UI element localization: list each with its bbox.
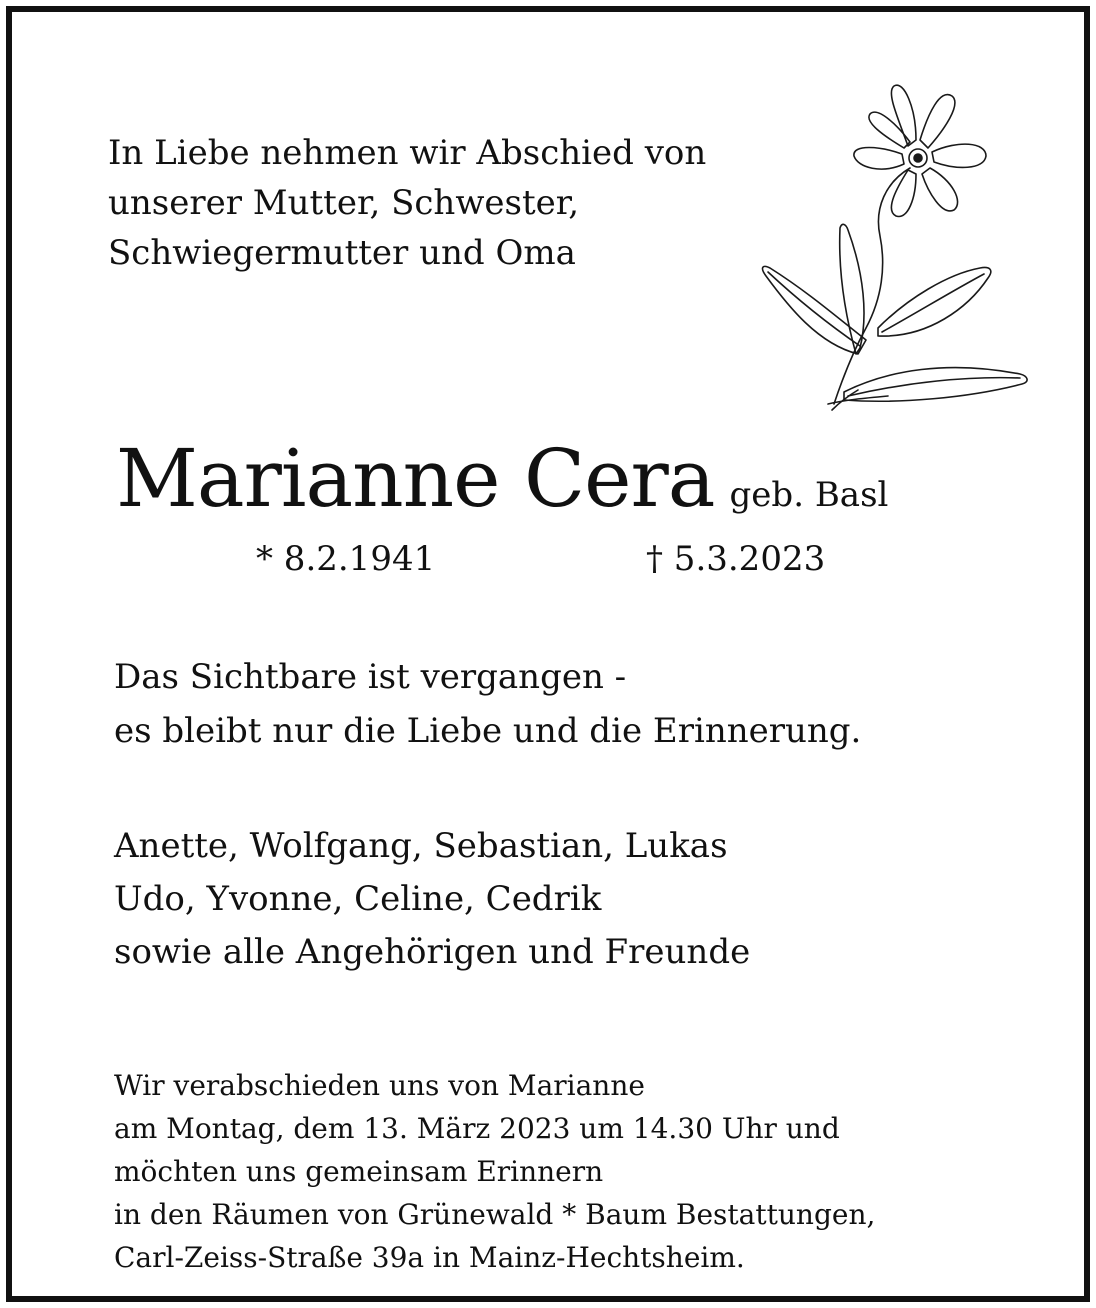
quote-line: es bleibt nur die Liebe und die Erinnerung. (114, 711, 862, 751)
family-line: Anette, Wolfgang, Sebastian, Lukas (114, 826, 728, 866)
intro-text (108, 128, 706, 278)
service-line: möchten uns gemeinsam Erinnern (114, 1155, 604, 1188)
birth-date: * 8.2.1941 (256, 539, 436, 579)
family-line: sowie alle Angehörigen und Freunde (114, 932, 751, 972)
memorial-quote (114, 650, 861, 758)
service-line: in den Räumen von Grünewald * Baum Bestattungen, (114, 1198, 876, 1231)
deceased-name-block (116, 424, 888, 534)
maiden-name: geb. Basl (729, 475, 889, 515)
intro-line: Schwiegermutter und Oma (108, 233, 576, 273)
family-members (114, 820, 750, 979)
death-date: † 5.3.2023 (646, 539, 826, 579)
intro-line: unserer Mutter, Schwester, (108, 183, 580, 223)
flower-drawing-icon (748, 78, 1038, 418)
quote-line: Das Sichtbare ist vergangen - (114, 657, 627, 697)
intro-line: In Liebe nehmen wir Abschied von (108, 133, 707, 173)
service-line: Wir verabschieden uns von Marianne (114, 1069, 645, 1102)
deceased-name: Marianne Cera (116, 432, 715, 525)
service-line: Carl-Zeiss-Straße 39a in Mainz-Hechtsheim. (114, 1241, 745, 1274)
service-details (114, 1064, 875, 1279)
family-line: Udo, Yvonne, Celine, Cedrik (114, 879, 602, 919)
service-line: am Montag, dem 13. März 2023 um 14.30 Uhr und (114, 1112, 840, 1145)
